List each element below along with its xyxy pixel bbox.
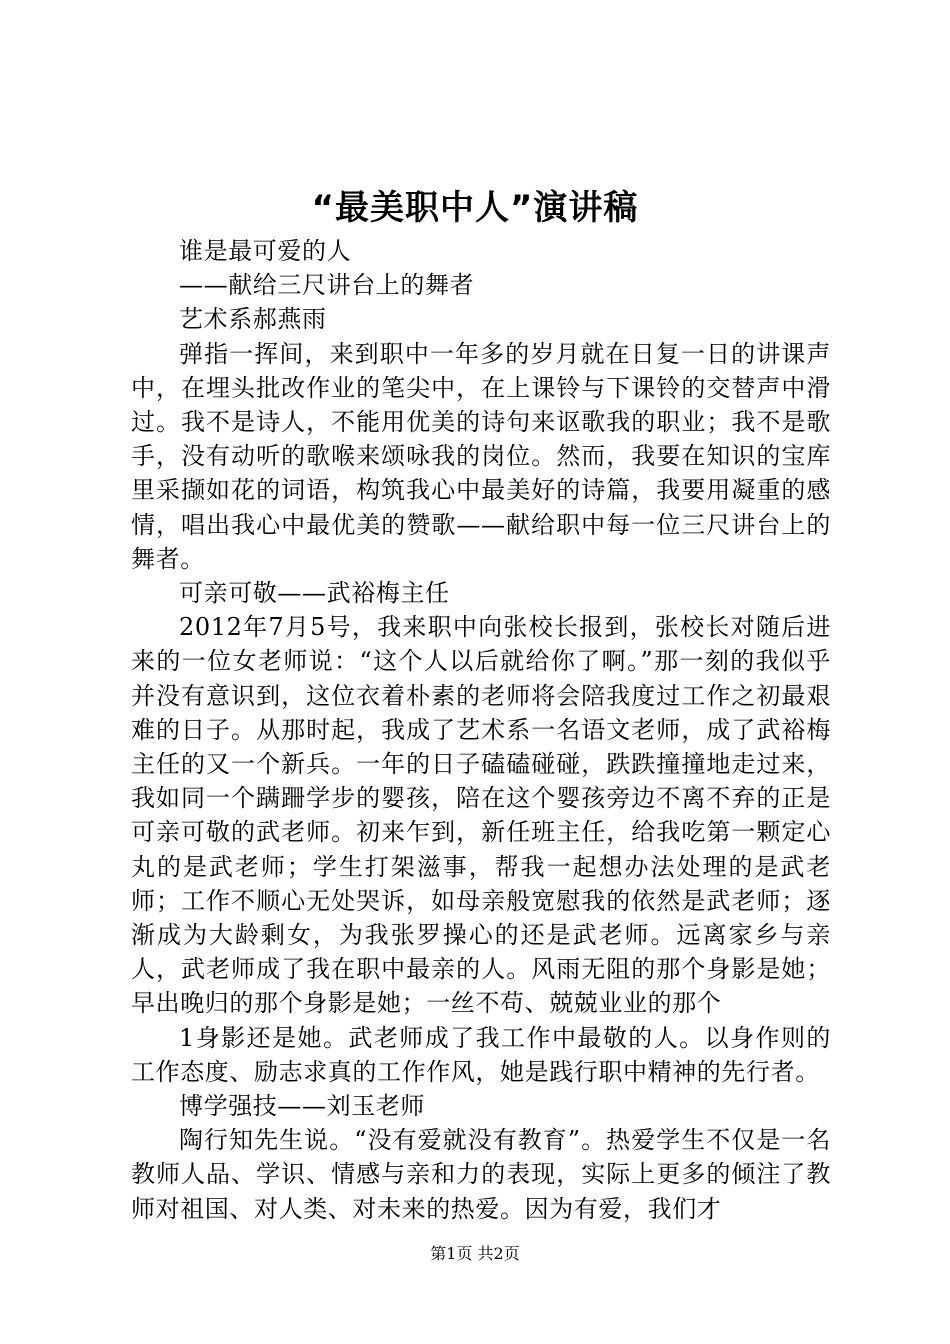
paragraph: 弹指一挥间，来到职中一年多的岁月就在日复一日的讲课声中，在埋头批改作业的笔尖中，在上课铃与下课铃的交替声中滑过。我不是诗人，不能用优美的诗句来讴歌我的职业；我不是歌手，没有动听的歌喉来颂咏我的岗位。然而，我要在知识的宝库里采撷如花的词语，构筑我心中最美好的诗篇，我要用凝重的感情，唱出我心中最优美的赞歌——献给职中每一位三尺讲台上的舞者。 — [131, 339, 831, 573]
author-line: 艺术系郝燕雨 — [179, 305, 327, 334]
paragraph: 2012年7月5号，我来职中向张校长报到，张校长对随后进来的一位女老师说：“这个人以后就给你了啊。”那一刻的我似乎并没有意识到，这位衣着朴素的老师将会陪我度过工作之初最艰难的日子。从那时起，我成了艺术系一名语文老师，成了武裕梅主任的又一个新兵。一年的日子磕磕碰碰，跌跌撞撞地走过来，我如同一个蹒跚学步的婴孩，陪在这个婴孩旁边不离不弃的正是可亲可敬的武老师。初来乍到，新任班主任，给我吃第一颗定心丸的是武老师；学生打架滋事，帮我一起想办法处理的是武老师；工作不顺心无处哭诉，如母亲般宽慰我的依然是武老师；逐渐成为大龄剩女，为我张罗操心的还是武老师。远离家乡与亲人，武老师成了我在职中最亲的人。风雨无阻的那个身影是她；早出晚归的那个身影是她；一丝不苟、兢兢业业的那个 — [131, 613, 831, 1018]
paragraph: 陶行知先生说。“没有爱就没有教育”。热爱学生不仅是一名教师人品、学识、情感与亲和力的表现，实际上更多的倾注了教师对祖国、对人类、对未来的热爱。因为有爱，我们才 — [131, 1126, 831, 1223]
page-footer: 第1页 共2页 — [430, 1244, 520, 1263]
subtitle-line: 谁是最可爱的人 — [179, 237, 352, 265]
document-body — [131, 234, 831, 1226]
section-heading: 可亲可敬——武裕梅主任 — [179, 579, 450, 608]
dedication-line: ——献给三尺讲台上的舞者 — [179, 271, 475, 300]
section-heading: 博学强技——刘玉老师 — [179, 1092, 425, 1121]
document-title: “最美职中人”演讲稿 — [311, 188, 639, 228]
paragraph: 1身影还是她。武老师成了我工作中最敬的人。以身作则的工作态度、励志求真的工作作风，她是践行职中精神的先行者。 — [131, 1023, 831, 1086]
